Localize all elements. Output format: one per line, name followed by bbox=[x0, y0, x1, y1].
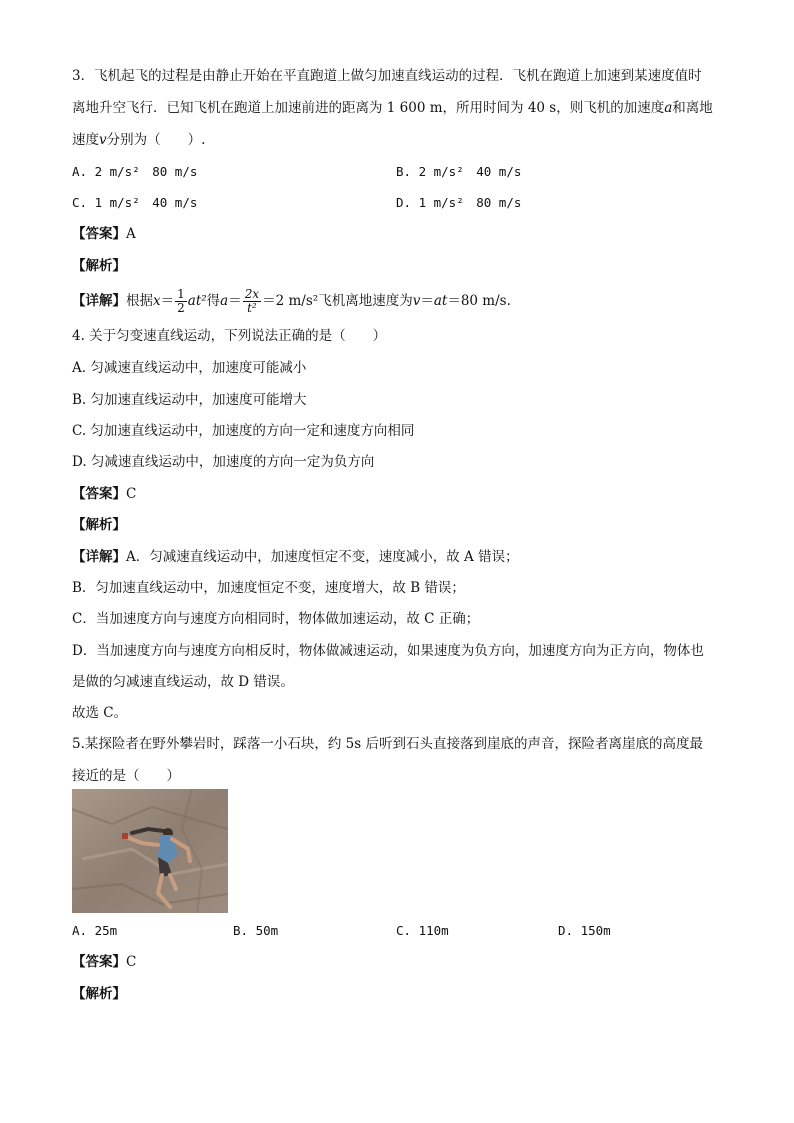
q4-conclusion: 故选 C。 bbox=[72, 705, 128, 721]
q3-option-d: D. 1 m/s² 80 m/s bbox=[396, 195, 522, 210]
q3-stem-line2: 离地升空飞行．已知飞机在跑道上加速前进的距离为 1 600 m，所用时间为 40 s，则飞机的加速度a和离地 bbox=[72, 100, 713, 116]
q5-answer: 【答案】C bbox=[72, 954, 137, 970]
q5-analysis-heading: 【解析】 bbox=[72, 986, 126, 1002]
q5-stem-line2: 接近的是（ ） bbox=[72, 768, 180, 784]
q4-option-a: A. 匀减速直线运动中，加速度可能减小 bbox=[72, 360, 307, 376]
q4-answer: 【答案】C bbox=[72, 486, 137, 502]
q3-option-b: B. 2 m/s² 40 m/s bbox=[396, 164, 522, 179]
q3-option-a: A. 2 m/s² 80 m/s bbox=[72, 164, 198, 179]
q3-stem-line1: 3．飞机起飞的过程是由静止开始在平直跑道上做匀加速直线运动的过程．飞机在跑道上加速到某速度值时 bbox=[72, 68, 702, 84]
fraction-2x-over-t2: $\frac{2x}{\text{t²}}$ bbox=[244, 287, 260, 315]
q5-option-d: D. 150m bbox=[558, 923, 611, 938]
q5-option-c: C. 110m bbox=[396, 923, 449, 938]
q4-detail-line5: 是做的匀减速直线运动，故 D 错误。 bbox=[72, 674, 294, 690]
q4-option-d: D. 匀减速直线运动中，加速度的方向一定为负方向 bbox=[72, 454, 375, 470]
q4-detail-line4: D．当加速度方向与速度方向相反时，物体做减速运动，如果速度为负方向，加速度方向为正方向，物体也 bbox=[72, 643, 704, 659]
q3-answer: 【答案】A bbox=[72, 226, 136, 242]
q4-option-b: B. 匀加速直线运动中，加速度可能增大 bbox=[72, 392, 307, 408]
q4-stem: 4. 关于匀变速直线运动，下列说法正确的是（ ） bbox=[72, 328, 387, 344]
q3-detail: 【详解】根据x＝ $\frac{1}{2}$ at²得a＝ $\frac{2x}{\text{t²}}$ ＝2 m/s²飞机离地速度为v＝at＝80 m/s. bbox=[72, 287, 511, 315]
q4-detail-line3: C．当加速度方向与速度方向相同时，物体做加速运动，故 C 正确； bbox=[72, 611, 480, 627]
q3-option-c: C. 1 m/s² 40 m/s bbox=[72, 195, 198, 210]
q4-option-c: C. 匀加速直线运动中，加速度的方向一定和速度方向相同 bbox=[72, 423, 415, 439]
q5-option-a: A. 25m bbox=[72, 923, 118, 938]
q3-stem-line3: 速度v分别为（ ）. bbox=[72, 132, 206, 148]
fraction-one-half: $\frac{1}{2}$ bbox=[177, 287, 185, 315]
rock-climber-photo bbox=[72, 789, 228, 913]
q3-analysis-heading: 【解析】 bbox=[72, 258, 126, 274]
q4-detail-line2: B．匀加速直线运动中，加速度恒定不变，速度增大，故 B 错误； bbox=[72, 580, 465, 596]
q4-detail-line1: 【详解】A．匀减速直线运动中，加速度恒定不变，速度减小，故 A 错误； bbox=[72, 549, 519, 565]
q4-analysis-heading: 【解析】 bbox=[72, 517, 126, 533]
q5-option-b: B. 50m bbox=[233, 923, 279, 938]
q5-stem-line1: 5.某探险者在野外攀岩时，踩落一小石块，约 5s 后听到石头直接落到崖底的声音，探险者离崖底的高度最 bbox=[72, 736, 703, 752]
